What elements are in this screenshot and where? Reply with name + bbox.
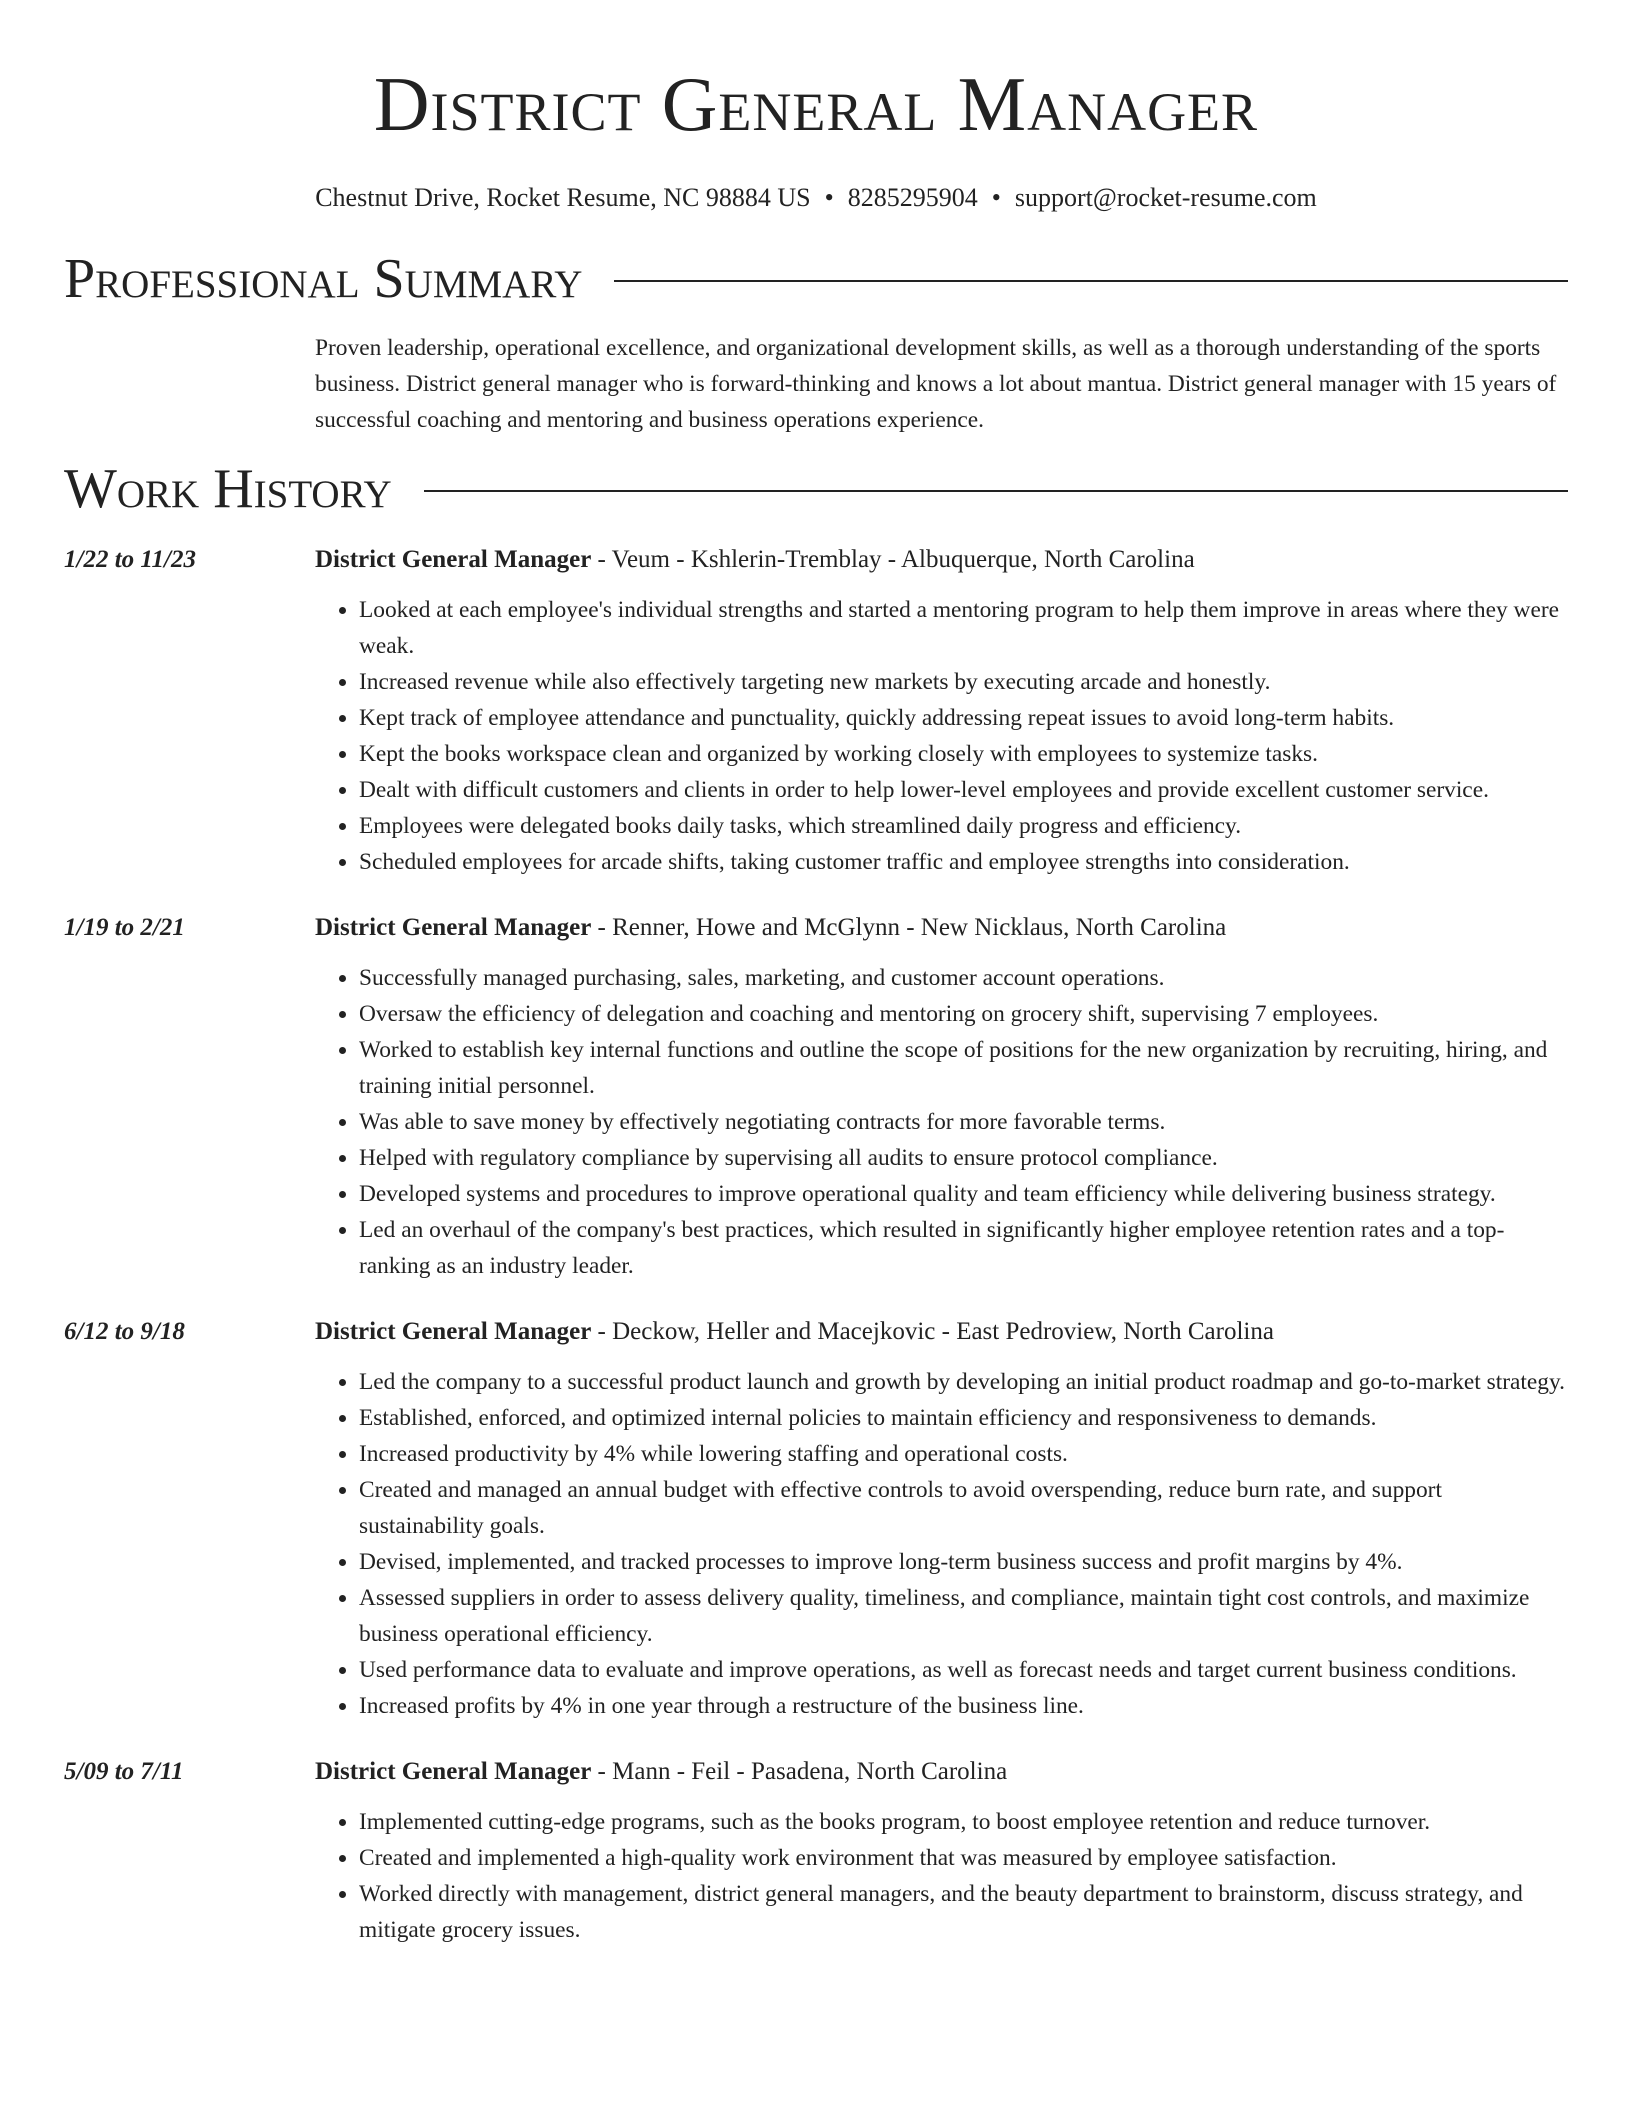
summary-section-heading [64, 246, 1568, 312]
job-bullet: • Created and managed an annual budget with effective controls to avoid overspending, reduce burn rate, and support sustainability goals. [359, 1472, 1568, 1544]
job-bullet: • Successfully managed purchasing, sales, marketing, and customer account operations. [359, 960, 1568, 996]
job-bullet: • Looked at each employee's individual strengths and started a mentoring program to help them improve in areas where they were weak. [359, 592, 1568, 664]
job-entry [64, 910, 1568, 1284]
contact-line [64, 182, 1568, 214]
section-divider [424, 490, 1568, 492]
job-company-location: - Veum - Kshlerin-Tremblay - Albuquerque, North Carolina [591, 546, 1195, 573]
job-bullet: • Scheduled employees for arcade shifts, taking customer traffic and employee strengths into consideration. [359, 844, 1568, 880]
summary-heading-title: Professional Summary [64, 248, 583, 310]
job-role: District General Manager [315, 1758, 592, 1785]
job-role: District General Manager [315, 914, 592, 941]
work-history-list [64, 542, 1568, 1948]
work-heading-title: Work History [64, 458, 392, 520]
job-dates: 6/12 to 9/18 [64, 1318, 185, 1345]
job-title-line [315, 910, 1568, 946]
contact-phone: 8285295904 [847, 183, 978, 212]
job-bullet: • Assessed suppliers in order to assess delivery quality, timeliness, and compliance, maintain tight cost controls, and maximize business operational efficiency. [359, 1580, 1568, 1652]
job-bullet: • Used performance data to evaluate and improve operations, as well as forecast needs and target current business conditions. [359, 1652, 1568, 1688]
job-bullet: • Developed systems and procedures to improve operational quality and team efficiency while delivering business strategy. [359, 1176, 1568, 1212]
section-divider [614, 280, 1568, 282]
job-role: District General Manager [315, 546, 592, 573]
job-bullet: • Worked to establish key internal functions and outline the scope of positions for the new organization by recruiting, hiring, and training initial personnel. [359, 1032, 1568, 1104]
job-bullet: • Increased profits by 4% in one year through a restructure of the business line. [359, 1688, 1568, 1724]
resume-name: District General Manager [373, 61, 1259, 147]
job-bullet: • Created and implemented a high-quality work environment that was measured by employee satisfaction. [359, 1840, 1568, 1876]
job-bullet-list [315, 1364, 1568, 1724]
job-company-location: - Renner, Howe and McGlynn - New Nicklaus, North Carolina [591, 914, 1227, 941]
job-bullet: • Increased productivity by 4% while lowering staffing and operational costs. [359, 1436, 1568, 1472]
job-dates: 1/22 to 11/23 [64, 546, 196, 573]
job-bullet-list [315, 960, 1568, 1284]
job-bullet-list [315, 1804, 1568, 1948]
job-title-line [315, 542, 1568, 578]
job-body [315, 910, 1568, 1284]
job-bullet: • Kept track of employee attendance and punctuality, quickly addressing repeat issues to avoid long-term habits. [359, 700, 1568, 736]
job-entry [64, 1754, 1568, 1948]
job-body [315, 542, 1568, 880]
job-bullet: • Devised, implemented, and tracked processes to improve long-term business success and profit margins by 4%. [359, 1544, 1568, 1580]
job-bullet: • Dealt with difficult customers and clients in order to help lower-level employees and provide excellent customer service. [359, 772, 1568, 808]
job-title-line [315, 1314, 1568, 1350]
resume-page [64, 0, 1568, 1948]
contact-separator: • [991, 183, 1001, 212]
job-bullet: • Led the company to a successful product launch and growth by developing an initial product roadmap and go-to-market strategy. [359, 1364, 1568, 1400]
job-bullet: • Worked directly with management, district general managers, and the beauty department to brainstorm, discuss strategy, and mitigate grocery issues. [359, 1876, 1568, 1948]
job-bullet-list [315, 592, 1568, 880]
job-dates: 1/19 to 2/21 [64, 914, 185, 941]
job-entry [64, 1314, 1568, 1724]
contact-separator: • [824, 183, 834, 212]
job-bullet: • Was able to save money by effectively negotiating contracts for more favorable terms. [359, 1104, 1568, 1140]
summary-text: Proven leadership, operational excellence, and organizational development skills, as well as a thorough understanding of the sports business. District general manager who is forward-thinking and knows a lot about mantua. District general manager with 15 years of successful coaching and mentoring and business operations experience. [315, 335, 1557, 433]
job-bullet: • Established, enforced, and optimized internal policies to maintain efficiency and responsiveness to demands. [359, 1400, 1568, 1436]
job-body [315, 1754, 1568, 1948]
job-company-location: - Mann - Feil - Pasadena, North Carolina [591, 1758, 1008, 1785]
job-dates: 5/09 to 7/11 [64, 1758, 184, 1785]
job-bullet: • Increased revenue while also effectively targeting new markets by executing arcade and honestly. [359, 664, 1568, 700]
contact-email: support@rocket-resume.com [1014, 183, 1317, 212]
job-bullet: • Oversaw the efficiency of delegation and coaching and mentoring on grocery shift, supervising 7 employees. [359, 996, 1568, 1032]
contact-address: Chestnut Drive, Rocket Resume, NC 98884 US [315, 183, 811, 212]
work-section-heading [64, 456, 1568, 522]
job-body [315, 1314, 1568, 1724]
job-role: District General Manager [315, 1318, 592, 1345]
job-bullet: • Helped with regulatory compliance by supervising all audits to ensure protocol compliance. [359, 1140, 1568, 1176]
job-company-location: - Deckow, Heller and Macejkovic - East Pedroview, North Carolina [591, 1318, 1274, 1345]
job-bullet: • Led an overhaul of the company's best practices, which resulted in significantly higher employee retention rates and a top-ranking as an industry leader. [359, 1212, 1568, 1284]
job-bullet: • Employees were delegated books daily tasks, which streamlined daily progress and efficiency. [359, 808, 1568, 844]
job-title-line [315, 1754, 1568, 1790]
job-entry [64, 542, 1568, 880]
job-bullet: • Kept the books workspace clean and organized by working closely with employees to systemize tasks. [359, 736, 1568, 772]
job-bullet: • Implemented cutting-edge programs, such as the books program, to boost employee retention and reduce turnover. [359, 1804, 1568, 1840]
